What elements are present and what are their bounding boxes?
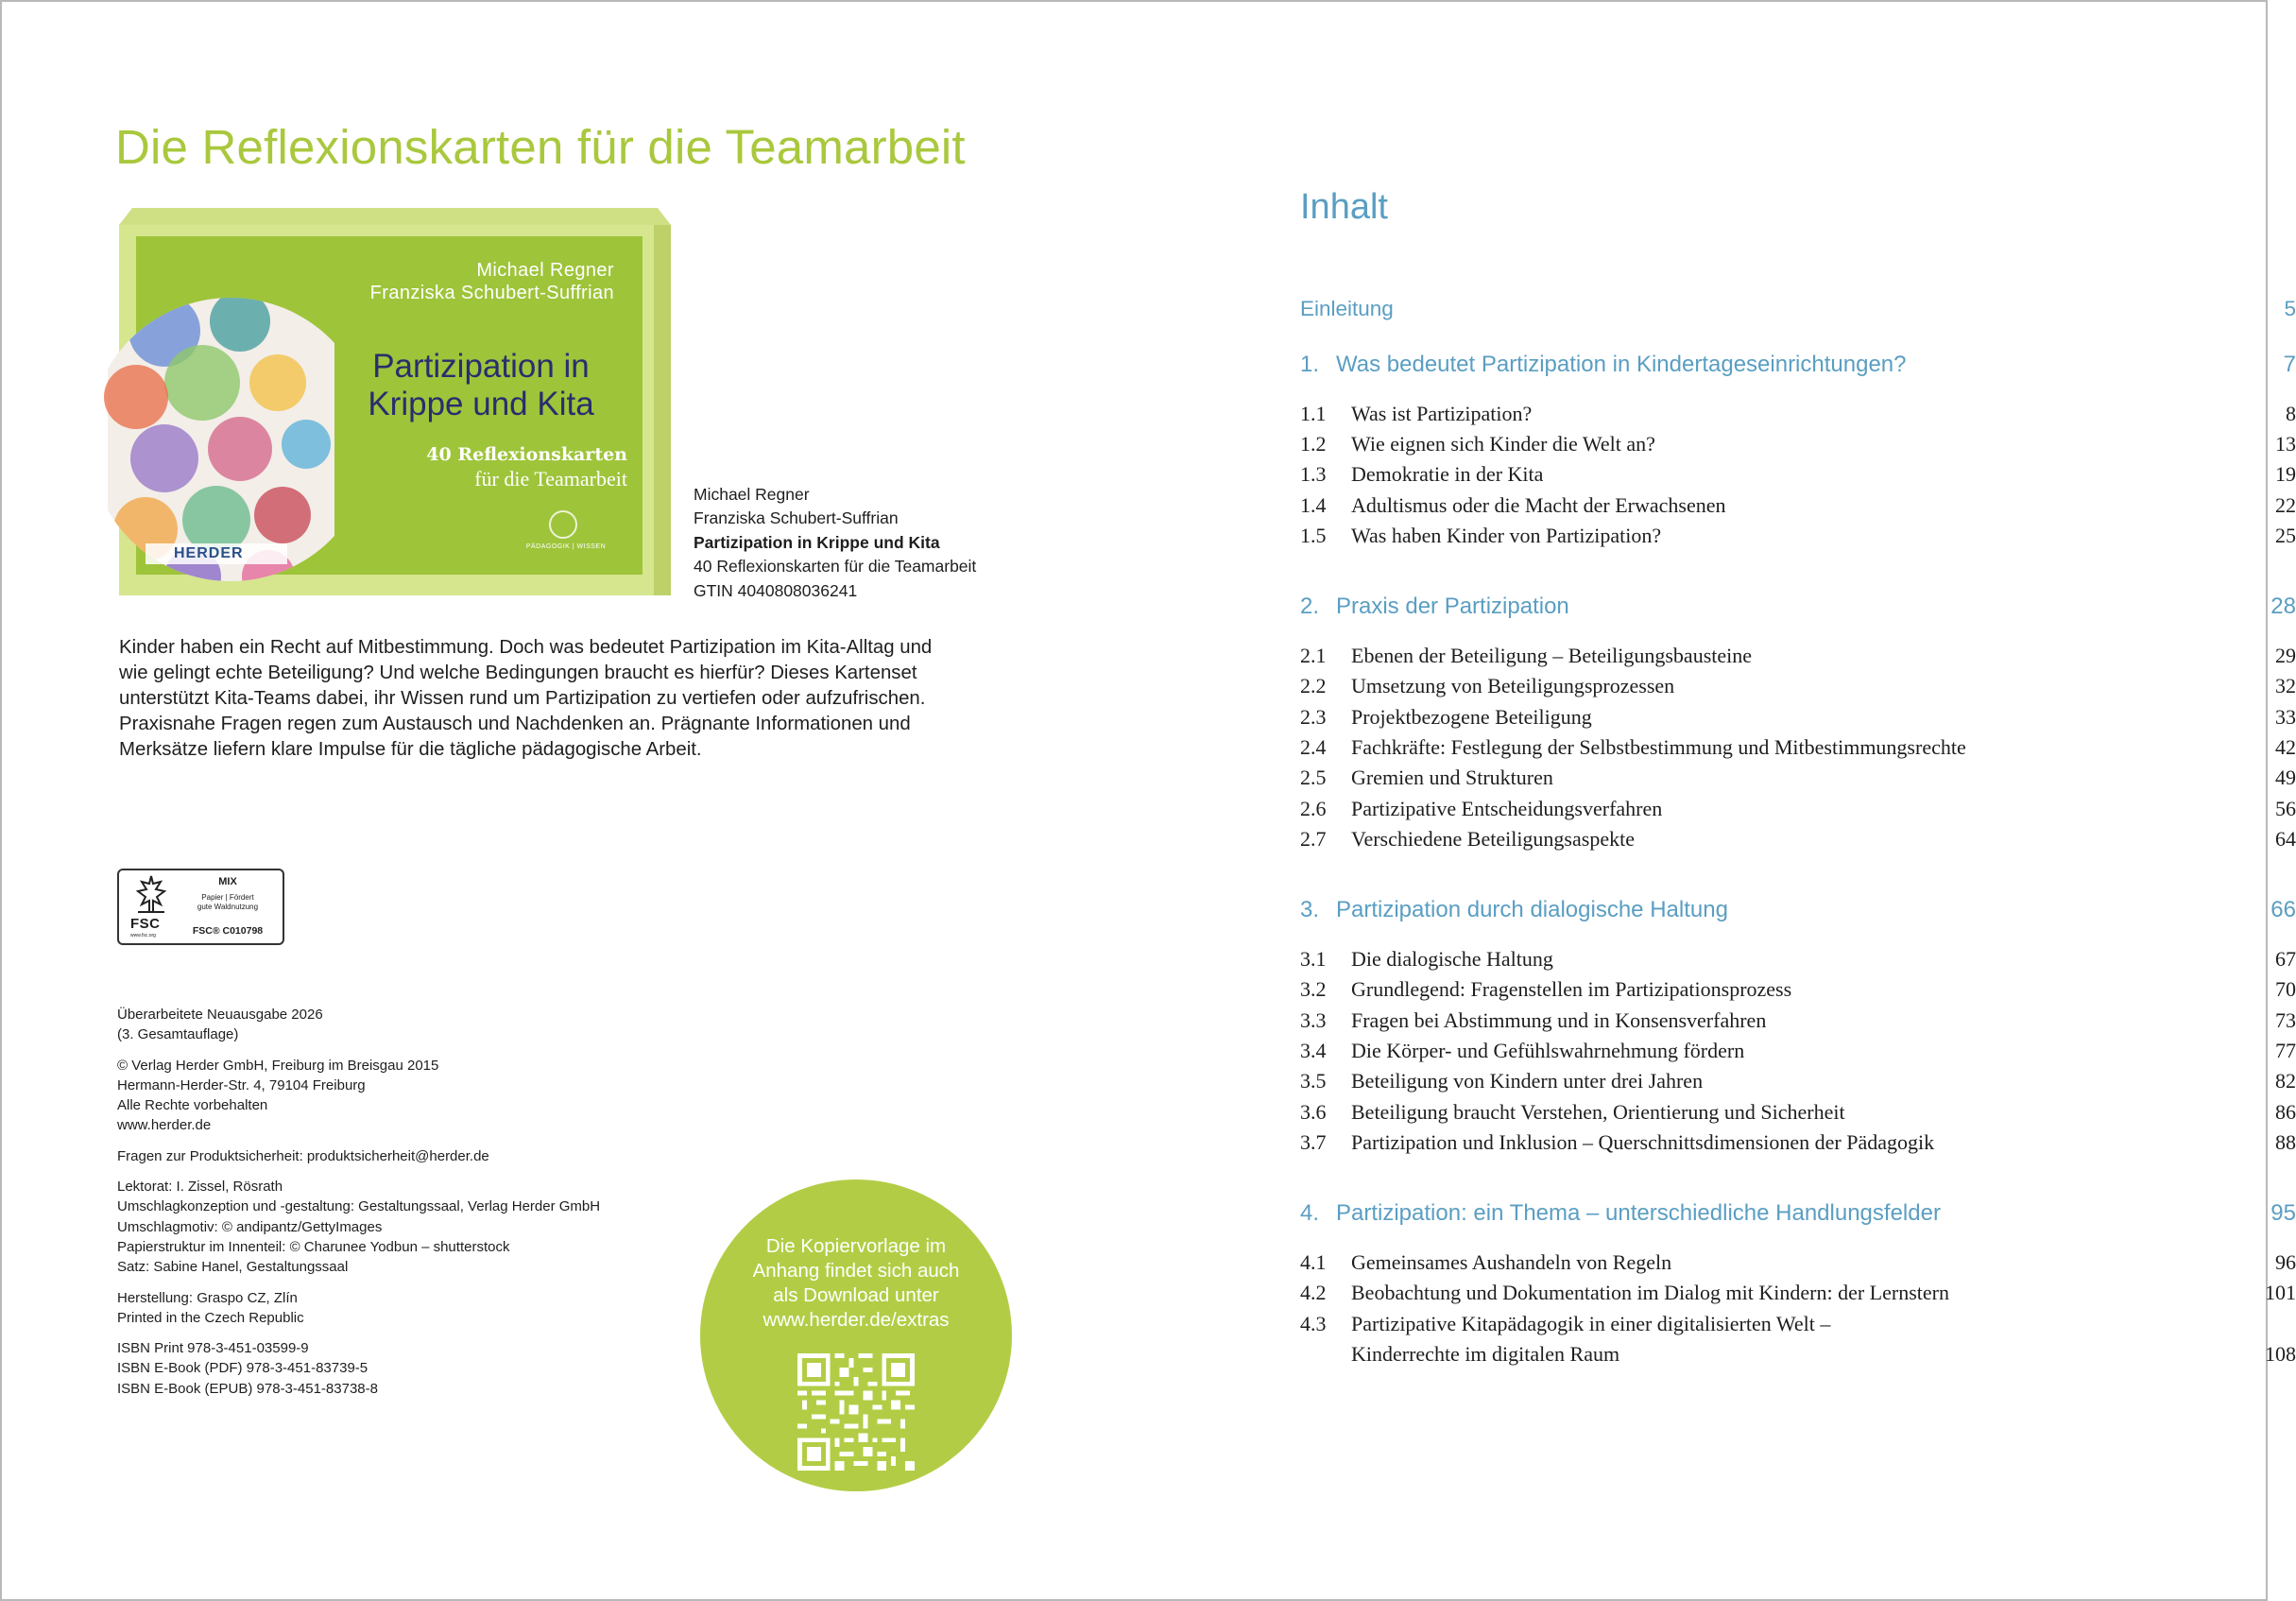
qr-code-icon[interactable] xyxy=(797,1353,915,1471)
toc-item-number: 1.4 xyxy=(1300,493,1327,517)
left-page xyxy=(0,0,1134,1601)
toc-item-label: Was ist Partizipation? xyxy=(1351,402,1533,425)
toc-item-page: 77 xyxy=(2275,1039,2296,1062)
toc-item-number: 2.6 xyxy=(1300,797,1327,820)
toc-item-label: Beteiligung braucht Verstehen, Orientierung und Sicherheit xyxy=(1351,1100,1845,1124)
toc-item-page: 108 xyxy=(2265,1342,2296,1366)
download-info-badge: Die Kopiervorlage im Anhang findet sich auch als Download unter www.herder.de/extras xyxy=(700,1179,1012,1491)
toc-item-label: Partizipative Kitapädagogik in einer digitalisierten Welt – xyxy=(1351,1312,1831,1335)
fsc-tree-icon xyxy=(132,874,170,916)
box-subtitle-2: für die Teamarbeit xyxy=(474,467,627,491)
toc-item-page: 33 xyxy=(2275,705,2296,729)
toc-item-number: 2.2 xyxy=(1300,674,1327,697)
toc-item-label: Partizipation und Inklusion – Querschnittsdimensionen der Pädagogik xyxy=(1351,1130,1935,1154)
toc-item-number: 1.3 xyxy=(1300,462,1327,486)
toc-item-label: Gemeinsames Aushandeln von Regeln xyxy=(1351,1250,1672,1274)
watercolor-circles-illustration xyxy=(108,293,334,586)
card-box-cover xyxy=(136,236,643,575)
toc-item-page: 73 xyxy=(2275,1008,2296,1032)
toc-item-page: 19 xyxy=(2275,462,2296,486)
toc-item-number: 3.3 xyxy=(1300,1008,1327,1032)
box-title: Partizipation in Krippe und Kita xyxy=(368,348,594,422)
toc-item-number: 3.2 xyxy=(1300,977,1327,1001)
toc-item-label: Ebenen der Beteiligung – Beteiligungsbausteine xyxy=(1351,644,1753,667)
imprint: Überarbeitete Neuausgabe 2026 (3. Gesamtauflage) © Verlag Herder GmbH, Freiburg im Breisgau 2015 Hermann-Herder-Str. 4, 79104 Freiburg Alle Rechte vorbehalten www.herder.de Fragen zur Produktsicherheit: produktsicherheit@herder.de Lektorat: I. Zissel, Rösrath Umschlagkonzeption und -gestaltung: Gestaltungssaal, Verlag Herder GmbH Umschlagmotiv: © andipantz/GettyImages Papierstruktur im Innenteil: © Charunee Yodbun – shutterstock Satz: Sabine Hanel, Gestaltungssaal Herstellung: Graspo CZ, Zlín Printed in the Czech Republic ISBN Print 978-3-451-03599-9 ISBN E-Book (PDF) 978-3-451-83739-5 ISBN E-Book (EPUB) 978-3-451-83738-8 xyxy=(117,1007,601,1397)
toc-item-label: Die dialogische Haltung xyxy=(1351,947,1553,971)
toc-item-number: 1.2 xyxy=(1300,432,1327,456)
right-page xyxy=(1134,0,2296,1601)
toc-item-label: Projektbezogene Beteiligung xyxy=(1351,705,1592,729)
toc-item-number: 4.1 xyxy=(1300,1250,1327,1274)
box-subtitle: 40 Reflexionskarten xyxy=(426,444,627,465)
product-info: Michael Regner Franziska Schubert-Suffrian Partizipation in Krippe und Kita 40 Reflexionskarten für die Teamarbeit GTIN 4040808036241 xyxy=(694,485,977,600)
toc-chapter[interactable]: 2. Praxis der Partizipation 28 xyxy=(1300,594,2296,619)
toc-item-label: Die Körper- und Gefühlswahrnehmung fördern xyxy=(1351,1039,1745,1062)
toc-item-number: 1.1 xyxy=(1300,402,1327,425)
toc-item-number: 1.5 xyxy=(1300,524,1327,547)
toc-item-number: 2.4 xyxy=(1300,735,1327,759)
product-description: Kinder haben ein Recht auf Mitbestimmung. Doch was bedeutet Partizipation im Kita-Alltag und wie gelingt echte Beteiligung? Und welche Bedingungen braucht es hierfür? Dieses Kartenset unterstützt Kita-Teams dabei, ihr Wissen rund um Partizipation zu vertiefen oder aufzufrischen. Praxisnahe Fragen regen zum Austausch und Nachdenken an. Prägnante Informationen und Merksätze liefern klare Impulse für die tägliche pädagogische Arbeit. xyxy=(119,637,933,760)
toc-item-page: 49 xyxy=(2275,766,2296,789)
toc-item-page: 67 xyxy=(2275,947,2296,971)
toc-item-label: Gremien und Strukturen xyxy=(1351,766,1553,789)
toc-chapter[interactable]: 1. Was bedeutet Partizipation in Kindertageseinrichtungen? 7 xyxy=(1300,352,2296,377)
toc-item-page: 32 xyxy=(2275,674,2296,697)
toc-item-label: Partizipative Entscheidungsverfahren xyxy=(1351,797,1663,820)
toc-item-page: 96 xyxy=(2275,1250,2296,1274)
toc-item-number: 3.4 xyxy=(1300,1039,1327,1062)
toc-intro[interactable]: Einleitung 5 xyxy=(1300,297,2296,320)
toc-item-number: 2.1 xyxy=(1300,644,1327,667)
toc-item-label: Kinderrechte im digitalen Raum xyxy=(1351,1342,1620,1366)
toc-item-page: 101 xyxy=(2265,1281,2296,1304)
left-page-title: Die Reflexionskarten für die Teamarbeit xyxy=(115,120,966,174)
toc-item-number: 4.3 xyxy=(1300,1312,1327,1335)
toc-item-label: Adultismus oder die Macht der Erwachsenen xyxy=(1351,493,1726,517)
toc-item-number: 4.2 xyxy=(1300,1281,1327,1304)
series-logo-icon xyxy=(549,510,577,539)
card-box-image xyxy=(119,208,671,595)
toc-item-page: 64 xyxy=(2275,827,2296,851)
toc-item-label: Fachkräfte: Festlegung der Selbstbestimmung und Mitbestimmungsrechte xyxy=(1351,735,1966,759)
toc-item-number: 3.7 xyxy=(1300,1130,1327,1154)
toc-item-page: 42 xyxy=(2275,735,2296,759)
series-label: PÄDAGOGIK | WISSEN xyxy=(525,543,607,550)
toc-item-page: 22 xyxy=(2275,493,2296,517)
toc-item-label: Umsetzung von Beteiligungsprozessen xyxy=(1351,674,1675,697)
toc-item-number: 2.7 xyxy=(1300,827,1327,851)
toc-chapter[interactable]: 3. Partizipation durch dialogische Haltung 66 xyxy=(1300,897,2296,922)
herder-logo: HERDER xyxy=(146,543,287,564)
fsc-label: FSC www.fsc.org MIX Papier | Fördert gute Waldnutzung FSC® C010798 xyxy=(117,869,284,945)
toc-title: Inhalt xyxy=(1300,187,1388,227)
toc-item-page: 70 xyxy=(2275,977,2296,1001)
toc-item-page: 88 xyxy=(2275,1130,2296,1154)
toc-item-page: 56 xyxy=(2275,797,2296,820)
toc-chapter[interactable]: 4. Partizipation: ein Thema – unterschiedliche Handlungsfelder 95 xyxy=(1300,1200,2296,1226)
toc-item-number: 2.5 xyxy=(1300,766,1327,789)
toc-item-label: Beteiligung von Kindern unter drei Jahren xyxy=(1351,1069,1704,1093)
toc-item-page: 8 xyxy=(2286,402,2296,425)
toc-item-number: 3.5 xyxy=(1300,1069,1327,1093)
toc-item-label: Beobachtung und Dokumentation im Dialog mit Kindern: der Lernstern xyxy=(1351,1281,1949,1304)
toc-item-number: 2.3 xyxy=(1300,705,1327,729)
toc-item-page: 13 xyxy=(2275,432,2296,456)
toc-item-label: Demokratie in der Kita xyxy=(1351,462,1544,486)
toc-item-page: 29 xyxy=(2275,644,2296,667)
toc-item-label: Verschiedene Beteiligungsaspekte xyxy=(1351,827,1635,851)
toc-item-label: Was haben Kinder von Partizipation? xyxy=(1351,524,1662,547)
toc-item-label: Fragen bei Abstimmung und in Konsensverfahren xyxy=(1351,1008,1767,1032)
toc-item-number: 3.1 xyxy=(1300,947,1327,971)
toc-item-number: 3.6 xyxy=(1300,1100,1327,1124)
toc-item-page: 82 xyxy=(2275,1069,2296,1093)
toc-item-label: Grundlegend: Fragenstellen im Partizipationsprozess xyxy=(1351,977,1792,1001)
toc-item-page: 86 xyxy=(2275,1100,2296,1124)
toc-item-page: 25 xyxy=(2275,524,2296,547)
toc-item-label: Wie eignen sich Kinder die Welt an? xyxy=(1351,432,1655,456)
box-authors: Michael Regner Franziska Schubert-Suffrian xyxy=(369,260,614,303)
